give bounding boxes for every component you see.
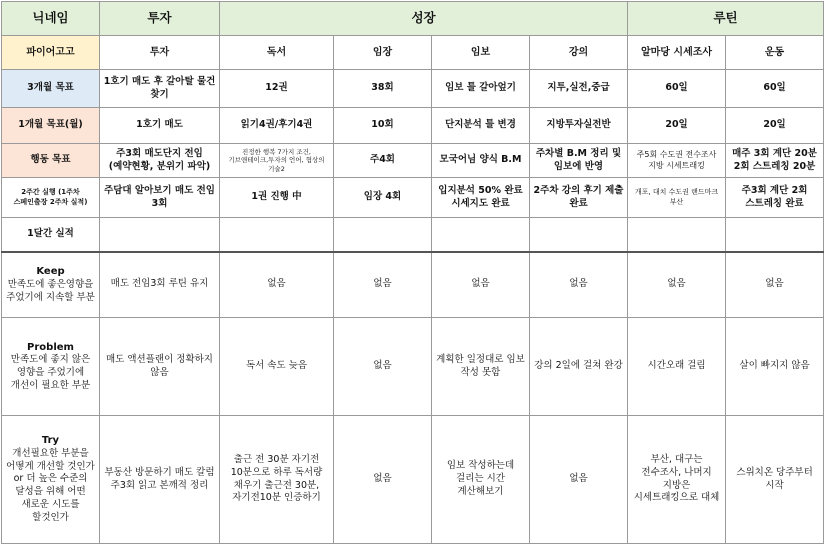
retrospective-table bbox=[1, 1, 824, 544]
invest-header: 투자 bbox=[100, 2, 220, 36]
action-row bbox=[2, 144, 824, 178]
problem-desc: 만족도에 좋지 않은 영향을 주었기에 개선이 필요한 부분 bbox=[10, 354, 91, 391]
table-cell: 진정한 행복 7가지 조건, 기브앤테이크,투자의 언어, 협상의 기술2 bbox=[220, 144, 334, 178]
table-cell: 없음 bbox=[530, 416, 628, 544]
table-cell: 매도 전임3회 루틴 유지 bbox=[100, 252, 220, 318]
table-cell: 2주차 강의 후기 제출 완료 bbox=[530, 178, 628, 218]
table-cell: 1호기 매도 bbox=[100, 108, 220, 144]
col-reading: 독서 bbox=[220, 36, 334, 70]
table-cell: 1권 진행 中 bbox=[220, 178, 334, 218]
table-cell: 지방투자실전반 bbox=[530, 108, 628, 144]
table-cell: 읽기4권/후기4권 bbox=[220, 108, 334, 144]
result-1m-label: 1달간 실적 bbox=[2, 218, 100, 252]
nickname-value: 파이어고고 bbox=[2, 36, 100, 70]
col-imbo: 임보 bbox=[432, 36, 530, 70]
table-cell: 주5회 수도권 전수조사 지방 시세트래킹 bbox=[628, 144, 726, 178]
table-cell: 계획한 일정대로 임보 작성 못함 bbox=[432, 318, 530, 416]
table-cell: 임보 작성하는데 걸리는 시간 계산해보기 bbox=[432, 416, 530, 544]
keep-desc: 만족도에 좋은영향을 주었기에 지속할 부분 bbox=[6, 278, 95, 303]
table-cell bbox=[628, 218, 726, 252]
try-row bbox=[2, 416, 824, 544]
table-cell: 60일 bbox=[726, 70, 824, 108]
week2-label: 2주간 실행 (1주차 스페인출장 2주차 실적) bbox=[2, 178, 100, 218]
col-exercise: 운동 bbox=[726, 36, 824, 70]
table-cell: 12권 bbox=[220, 70, 334, 108]
table-cell: 없음 bbox=[530, 252, 628, 318]
goal-3m-row bbox=[2, 70, 824, 108]
table-cell: 개포, 대치 수도권 랜드마크 부산 bbox=[628, 178, 726, 218]
table-cell: 20일 bbox=[628, 108, 726, 144]
table-cell: 부산, 대구는 전수조사, 나머지 지방은 시세트래킹으로 대체 bbox=[628, 416, 726, 544]
action-label: 행동 목표 bbox=[2, 144, 100, 178]
table-cell: 독서 속도 늦음 bbox=[220, 318, 334, 416]
subheader-row bbox=[2, 36, 824, 70]
nickname-header: 닉네임 bbox=[2, 2, 100, 36]
routine-header: 루틴 bbox=[628, 2, 824, 36]
table-cell bbox=[726, 218, 824, 252]
growth-header: 성장 bbox=[220, 2, 628, 36]
problem-label bbox=[2, 318, 100, 416]
table-cell: 입지분석 50% 완료 시세지도 완료 bbox=[432, 178, 530, 218]
table-cell: 모국어님 양식 B.M bbox=[432, 144, 530, 178]
table-cell bbox=[100, 218, 220, 252]
table-cell: 없음 bbox=[334, 252, 432, 318]
header-row bbox=[2, 2, 824, 36]
table-cell: 스위치온 당주부터 시작 bbox=[726, 416, 824, 544]
col-lecture: 강의 bbox=[530, 36, 628, 70]
table-cell: 없음 bbox=[220, 252, 334, 318]
problem-row bbox=[2, 318, 824, 416]
col-imjang: 임장 bbox=[334, 36, 432, 70]
table-cell: 강의 2일에 걸쳐 완강 bbox=[530, 318, 628, 416]
goal-3m-label: 3개월 목표 bbox=[2, 70, 100, 108]
table-cell: 주3회 매도단지 전임 (예약현황, 분위기 파악) bbox=[100, 144, 220, 178]
result-1m-row bbox=[2, 218, 824, 252]
goal-1m-label: 1개월 목표(월) bbox=[2, 108, 100, 144]
table-cell bbox=[220, 218, 334, 252]
table-cell: 지투,실전,중급 bbox=[530, 70, 628, 108]
col-invest: 투자 bbox=[100, 36, 220, 70]
table-cell bbox=[334, 218, 432, 252]
table-cell: 없음 bbox=[334, 416, 432, 544]
table-cell bbox=[530, 218, 628, 252]
keep-label bbox=[2, 252, 100, 318]
table-cell: 임보 틀 갈아엎기 bbox=[432, 70, 530, 108]
table-cell: 주담대 알아보기 매도 전임 3회 bbox=[100, 178, 220, 218]
table-cell: 임장 4회 bbox=[334, 178, 432, 218]
keep-title: Keep bbox=[36, 266, 65, 278]
table-cell: 출근 전 30분 자기전 10분으로 하루 독서량 채우기 출근전 30분, 자기전10분 인증하기 bbox=[220, 416, 334, 544]
table-cell: 10회 bbox=[334, 108, 432, 144]
week2-row bbox=[2, 178, 824, 218]
table-cell: 없음 bbox=[628, 252, 726, 318]
col-price-survey: 알마당 시세조사 bbox=[628, 36, 726, 70]
problem-title: Problem bbox=[27, 341, 74, 353]
goal-1m-row bbox=[2, 108, 824, 144]
table-cell: 없음 bbox=[334, 318, 432, 416]
table-cell: 없음 bbox=[726, 252, 824, 318]
table-cell: 단지분석 틀 변경 bbox=[432, 108, 530, 144]
table-cell: 1호기 매도 후 갈아탈 물건 찾기 bbox=[100, 70, 220, 108]
table-cell: 살이 빠지지 않음 bbox=[726, 318, 824, 416]
table-cell: 부동산 방문하기 매도 칼럼 주3회 읽고 본깨적 정리 bbox=[100, 416, 220, 544]
table-cell: 60일 bbox=[628, 70, 726, 108]
table-cell: 매주 3회 계단 20분 2회 스트레칭 20분 bbox=[726, 144, 824, 178]
table-cell bbox=[432, 218, 530, 252]
table-cell: 38회 bbox=[334, 70, 432, 108]
table-cell: 매도 액션플랜이 정확하지 않음 bbox=[100, 318, 220, 416]
table-cell: 20일 bbox=[726, 108, 824, 144]
table-cell: 없음 bbox=[432, 252, 530, 318]
table-cell: 주차별 B.M 정리 및 임보에 반영 bbox=[530, 144, 628, 178]
table-cell: 시간오래 걸림 bbox=[628, 318, 726, 416]
try-desc: 개선필요한 부분을 어떻게 개선할 것인가 or 더 높은 수준의 달성을 위해 어떤 새로운 시도를 할것인가 bbox=[6, 447, 95, 523]
keep-row bbox=[2, 252, 824, 318]
table-cell: 주4회 bbox=[334, 144, 432, 178]
table-cell: 주3회 계단 2회 스트레칭 완료 bbox=[726, 178, 824, 218]
try-title: Try bbox=[41, 435, 60, 447]
try-label bbox=[2, 416, 100, 544]
